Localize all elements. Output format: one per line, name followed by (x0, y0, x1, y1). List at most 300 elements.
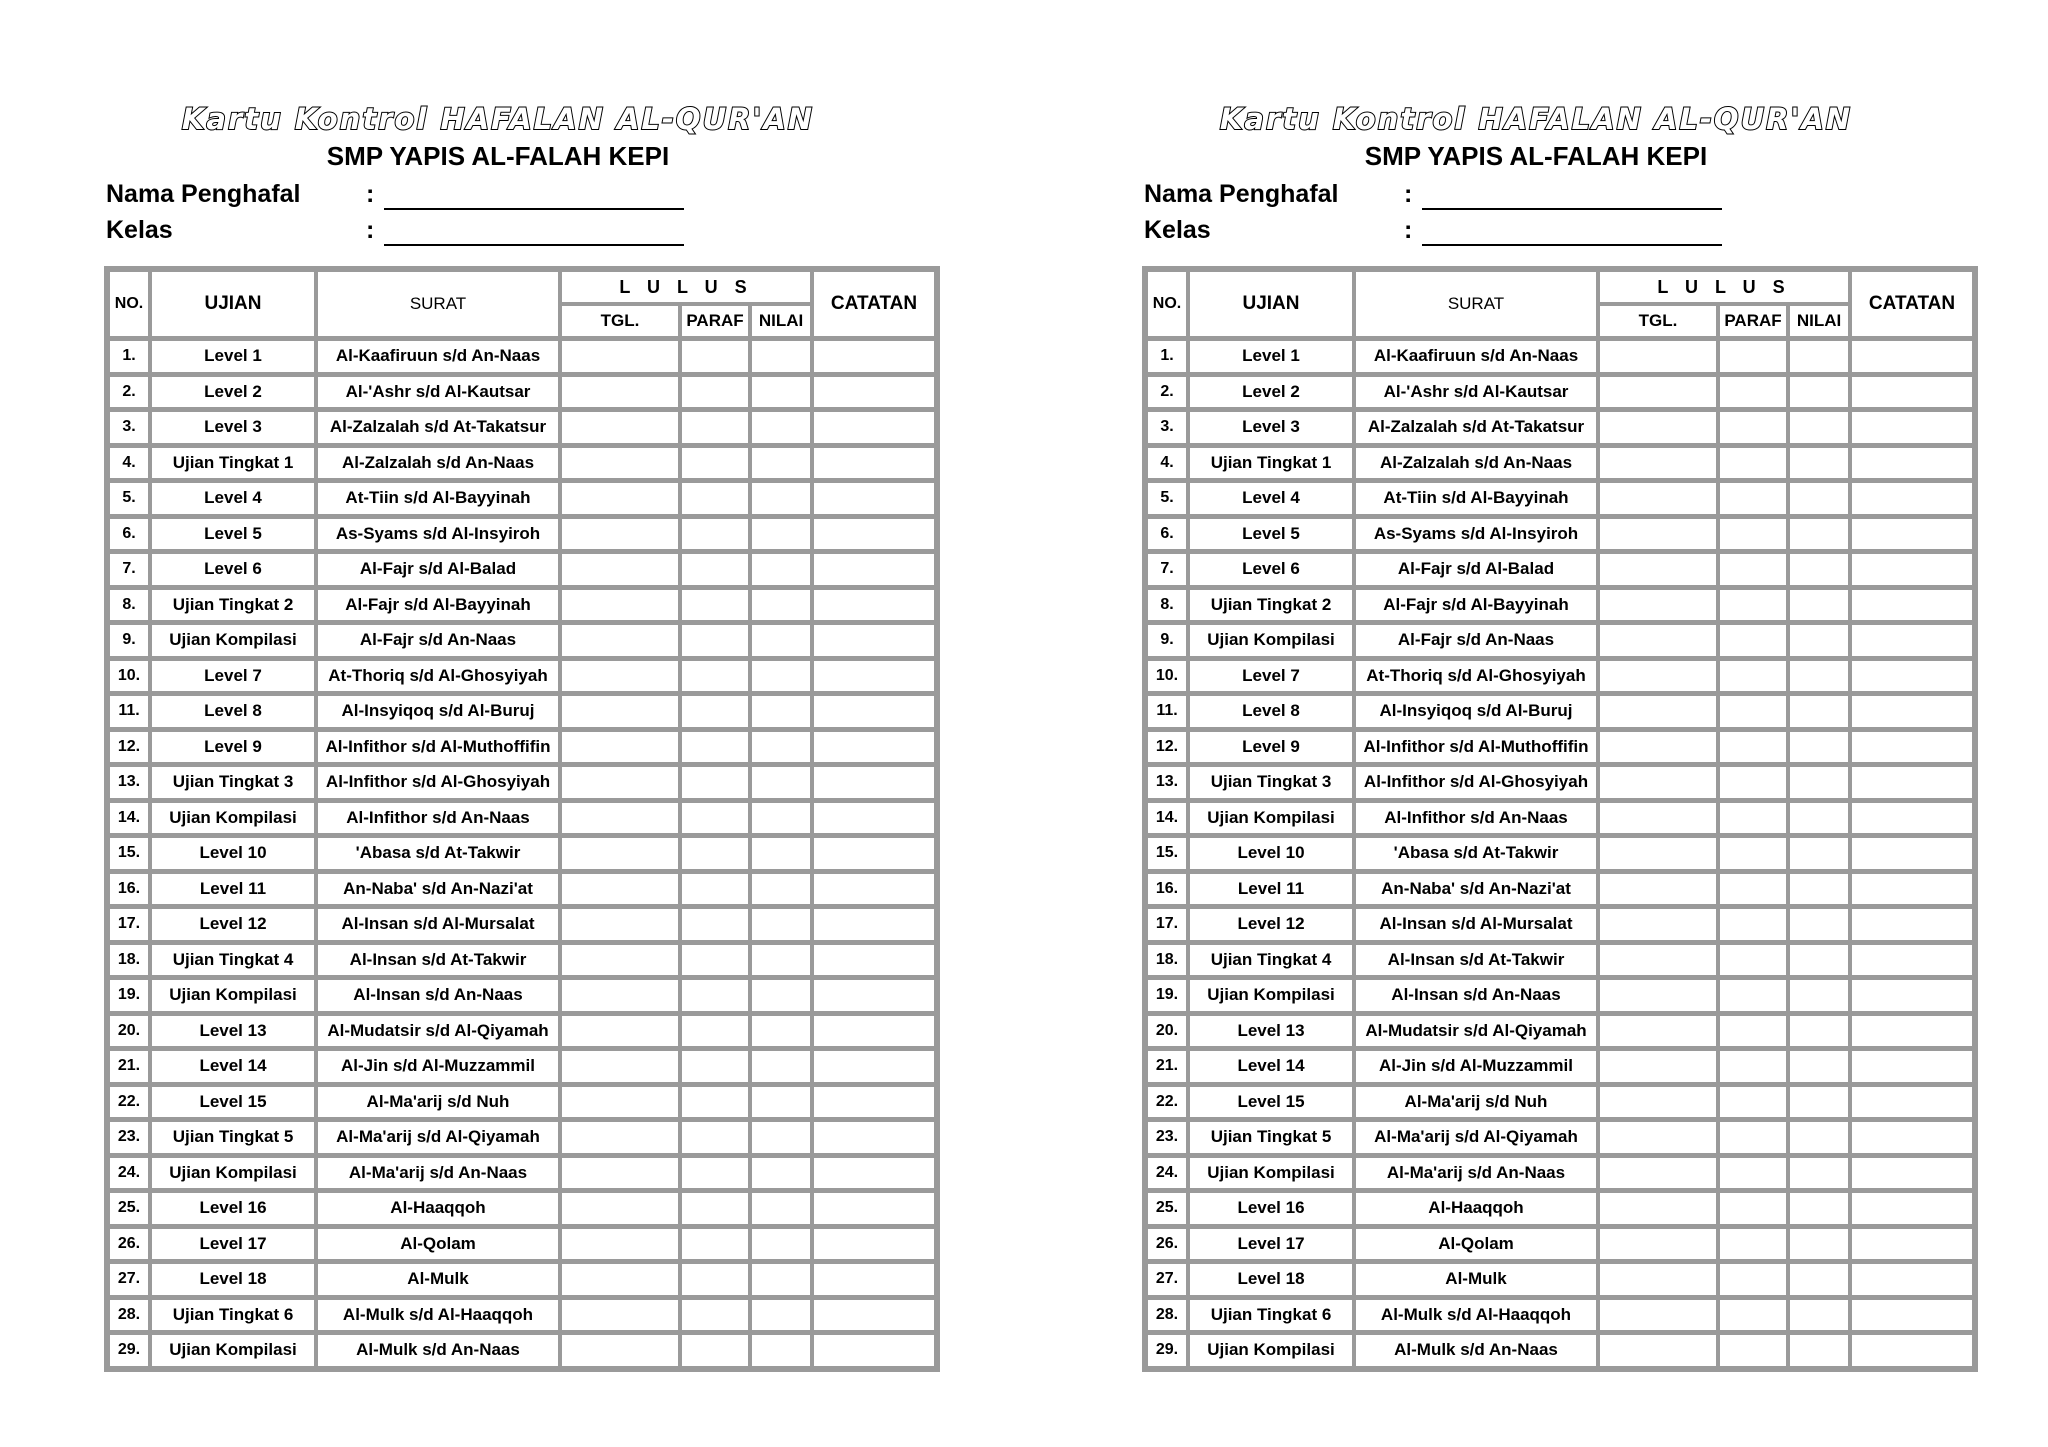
row-catatan-cell[interactable] (812, 1048, 936, 1084)
row-nilai-cell[interactable] (750, 658, 812, 694)
row-nilai-cell[interactable] (1788, 1297, 1850, 1333)
row-surat: As-Syams s/d Al-Insyiroh (1354, 516, 1598, 552)
row-paraf-cell[interactable] (680, 658, 750, 694)
row-nilai-cell[interactable] (1788, 338, 1850, 374)
row-catatan-cell[interactable] (812, 1084, 936, 1120)
row-paraf-cell[interactable] (1718, 1190, 1788, 1226)
row-surat: Al-Fajr s/d Al-Bayyinah (1354, 587, 1598, 623)
row-tgl-cell[interactable] (1598, 1190, 1718, 1226)
row-catatan-cell[interactable] (1850, 1048, 1974, 1084)
row-tgl-cell[interactable] (1598, 871, 1718, 907)
table-row (108, 587, 936, 623)
row-tgl-cell[interactable] (560, 1155, 680, 1191)
row-tgl-cell[interactable] (1598, 1084, 1718, 1120)
row-nilai-cell[interactable] (1788, 871, 1850, 907)
row-nilai-cell[interactable] (750, 729, 812, 765)
row-nilai-cell[interactable] (1788, 1332, 1850, 1368)
row-tgl-cell[interactable] (560, 551, 680, 587)
row-paraf-cell[interactable] (1718, 764, 1788, 800)
row-tgl-cell[interactable] (1598, 1119, 1718, 1155)
row-tgl-cell[interactable] (1598, 800, 1718, 836)
row-catatan-cell[interactable] (1850, 693, 1974, 729)
row-surat: Al-Fajr s/d Al-Balad (1354, 551, 1598, 587)
row-paraf-cell[interactable] (680, 1332, 750, 1368)
row-nilai-cell[interactable] (750, 835, 812, 871)
row-ujian: Level 6 (1188, 551, 1354, 587)
row-tgl-cell[interactable] (560, 942, 680, 978)
row-nilai-cell[interactable] (1788, 942, 1850, 978)
row-nilai-cell[interactable] (1788, 693, 1850, 729)
row-paraf-cell[interactable] (680, 1013, 750, 1049)
row-nilai-cell[interactable] (750, 871, 812, 907)
row-nilai-cell[interactable] (750, 1119, 812, 1155)
table-row (108, 516, 936, 552)
table-row (108, 942, 936, 978)
row-nilai-cell[interactable] (750, 516, 812, 552)
row-tgl-cell[interactable] (1598, 1332, 1718, 1368)
row-paraf-cell[interactable] (1718, 445, 1788, 481)
table-row (1146, 409, 1974, 445)
table-row (108, 445, 936, 481)
row-tgl-cell[interactable] (1598, 622, 1718, 658)
row-paraf-cell[interactable] (680, 1048, 750, 1084)
row-paraf-cell[interactable] (1718, 587, 1788, 623)
row-tgl-cell[interactable] (560, 1119, 680, 1155)
row-catatan-cell[interactable] (1850, 1261, 1974, 1297)
table-row (108, 658, 936, 694)
name-colon: : (1404, 180, 1413, 208)
row-paraf-cell[interactable] (1718, 1013, 1788, 1049)
row-catatan-cell[interactable] (1850, 1190, 1974, 1226)
row-nilai-cell[interactable] (1788, 516, 1850, 552)
row-surat: At-Thoriq s/d Al-Ghosyiyah (316, 658, 560, 694)
row-paraf-cell[interactable] (1718, 374, 1788, 410)
row-paraf-cell[interactable] (680, 1297, 750, 1333)
row-tgl-cell[interactable] (1598, 693, 1718, 729)
row-surat: Al-Insan s/d An-Naas (316, 977, 560, 1013)
row-tgl-cell[interactable] (1598, 729, 1718, 765)
row-tgl-cell[interactable] (1598, 906, 1718, 942)
row-nilai-cell[interactable] (750, 622, 812, 658)
row-nilai-cell[interactable] (1788, 1119, 1850, 1155)
row-tgl-cell[interactable] (560, 693, 680, 729)
row-tgl-cell[interactable] (560, 587, 680, 623)
row-tgl-cell[interactable] (1598, 1261, 1718, 1297)
row-catatan-cell[interactable] (812, 516, 936, 552)
name-blank-line[interactable] (384, 208, 684, 210)
row-surat: Al-Haaqqoh (1354, 1190, 1598, 1226)
row-number: 1. (108, 338, 150, 374)
row-paraf-cell[interactable] (1718, 1048, 1788, 1084)
row-nilai-cell[interactable] (750, 1190, 812, 1226)
row-surat: 'Abasa s/d At-Takwir (316, 835, 560, 871)
row-ujian: Level 1 (1188, 338, 1354, 374)
row-nilai-cell[interactable] (750, 800, 812, 836)
row-paraf-cell[interactable] (1718, 516, 1788, 552)
row-surat: Al-Fajr s/d An-Naas (1354, 622, 1598, 658)
row-nilai-cell[interactable] (1788, 587, 1850, 623)
row-tgl-cell[interactable] (1598, 587, 1718, 623)
row-surat: Al-Mulk s/d An-Naas (316, 1332, 560, 1368)
row-nilai-cell[interactable] (750, 1226, 812, 1262)
table-row (108, 1084, 936, 1120)
row-paraf-cell[interactable] (680, 587, 750, 623)
row-paraf-cell[interactable] (1718, 1297, 1788, 1333)
row-tgl-cell[interactable] (1598, 764, 1718, 800)
row-tgl-cell[interactable] (1598, 445, 1718, 481)
row-catatan-cell[interactable] (812, 1261, 936, 1297)
row-nilai-cell[interactable] (750, 1261, 812, 1297)
row-paraf-cell[interactable] (1718, 977, 1788, 1013)
row-tgl-cell[interactable] (1598, 480, 1718, 516)
row-number: 15. (108, 835, 150, 871)
row-tgl-cell[interactable] (560, 1297, 680, 1333)
row-catatan-cell[interactable] (812, 764, 936, 800)
header-lulus: L U L U S (560, 270, 812, 304)
row-tgl-cell[interactable] (560, 374, 680, 410)
row-surat: Al-Ma'arij s/d Al-Qiyamah (316, 1119, 560, 1155)
row-catatan-cell[interactable] (812, 1190, 936, 1226)
row-catatan-cell[interactable] (1850, 338, 1974, 374)
row-nilai-cell[interactable] (750, 480, 812, 516)
row-paraf-cell[interactable] (1718, 1155, 1788, 1191)
row-catatan-cell[interactable] (1850, 516, 1974, 552)
row-catatan-cell[interactable] (1850, 835, 1974, 871)
row-paraf-cell[interactable] (680, 551, 750, 587)
row-nilai-cell[interactable] (1788, 800, 1850, 836)
row-catatan-cell[interactable] (1850, 729, 1974, 765)
row-catatan-cell[interactable] (1850, 977, 1974, 1013)
row-paraf-cell[interactable] (680, 516, 750, 552)
row-tgl-cell[interactable] (560, 1190, 680, 1226)
row-nilai-cell[interactable] (1788, 906, 1850, 942)
row-ujian: Ujian Tingkat 2 (1188, 587, 1354, 623)
row-number: 12. (108, 729, 150, 765)
row-tgl-cell[interactable] (560, 622, 680, 658)
row-nilai-cell[interactable] (1788, 622, 1850, 658)
row-tgl-cell[interactable] (1598, 551, 1718, 587)
row-catatan-cell[interactable] (1850, 1226, 1974, 1262)
row-tgl-cell[interactable] (1598, 374, 1718, 410)
row-catatan-cell[interactable] (812, 551, 936, 587)
row-catatan-cell[interactable] (1850, 445, 1974, 481)
row-catatan-cell[interactable] (812, 587, 936, 623)
row-nilai-cell[interactable] (750, 1155, 812, 1191)
row-catatan-cell[interactable] (1850, 480, 1974, 516)
row-tgl-cell[interactable] (560, 1084, 680, 1120)
row-paraf-cell[interactable] (1718, 551, 1788, 587)
row-tgl-cell[interactable] (560, 906, 680, 942)
table-row (108, 1261, 936, 1297)
row-tgl-cell[interactable] (1598, 1048, 1718, 1084)
row-tgl-cell[interactable] (1598, 409, 1718, 445)
row-paraf-cell[interactable] (1718, 835, 1788, 871)
row-catatan-cell[interactable] (812, 374, 936, 410)
row-ujian: Ujian Kompilasi (1188, 977, 1354, 1013)
row-nilai-cell[interactable] (750, 338, 812, 374)
row-nilai-cell[interactable] (1788, 977, 1850, 1013)
row-tgl-cell[interactable] (1598, 658, 1718, 694)
row-catatan-cell[interactable] (1850, 658, 1974, 694)
row-catatan-cell[interactable] (812, 729, 936, 765)
row-surat: Al-Ma'arij s/d An-Naas (316, 1155, 560, 1191)
row-number: 18. (108, 942, 150, 978)
row-tgl-cell[interactable] (560, 800, 680, 836)
row-ujian: Ujian Tingkat 2 (150, 587, 316, 623)
name-blank-line[interactable] (1422, 208, 1722, 210)
row-paraf-cell[interactable] (1718, 480, 1788, 516)
row-catatan-cell[interactable] (1850, 871, 1974, 907)
row-catatan-cell[interactable] (1850, 1297, 1974, 1333)
row-number: 13. (1146, 764, 1188, 800)
row-number: 8. (1146, 587, 1188, 623)
table-row (1146, 658, 1974, 694)
row-ujian: Level 11 (1188, 871, 1354, 907)
row-catatan-cell[interactable] (1850, 764, 1974, 800)
row-paraf-cell[interactable] (680, 1226, 750, 1262)
row-nilai-cell[interactable] (1788, 1013, 1850, 1049)
row-paraf-cell[interactable] (1718, 1226, 1788, 1262)
row-catatan-cell[interactable] (812, 338, 936, 374)
row-paraf-cell[interactable] (1718, 1084, 1788, 1120)
row-catatan-cell[interactable] (812, 800, 936, 836)
row-nilai-cell[interactable] (750, 764, 812, 800)
row-ujian: Ujian Tingkat 3 (150, 764, 316, 800)
row-nilai-cell[interactable] (750, 1297, 812, 1333)
row-nilai-cell[interactable] (1788, 1048, 1850, 1084)
row-catatan-cell[interactable] (812, 1297, 936, 1333)
row-nilai-cell[interactable] (1788, 480, 1850, 516)
table-row (108, 1226, 936, 1262)
row-catatan-cell[interactable] (812, 906, 936, 942)
row-paraf-cell[interactable] (1718, 1261, 1788, 1297)
table-row (1146, 338, 1974, 374)
row-paraf-cell[interactable] (680, 942, 750, 978)
row-paraf-cell[interactable] (1718, 942, 1788, 978)
row-catatan-cell[interactable] (812, 1155, 936, 1191)
row-tgl-cell[interactable] (1598, 835, 1718, 871)
row-paraf-cell[interactable] (1718, 1332, 1788, 1368)
row-tgl-cell[interactable] (1598, 977, 1718, 1013)
row-catatan-cell[interactable] (812, 693, 936, 729)
row-paraf-cell[interactable] (1718, 622, 1788, 658)
row-nilai-cell[interactable] (750, 587, 812, 623)
row-nilai-cell[interactable] (750, 1013, 812, 1049)
row-catatan-cell[interactable] (1850, 587, 1974, 623)
row-tgl-cell[interactable] (1598, 516, 1718, 552)
row-tgl-cell[interactable] (560, 409, 680, 445)
row-surat: Al-Mudatsir s/d Al-Qiyamah (1354, 1013, 1598, 1049)
row-paraf-cell[interactable] (680, 1119, 750, 1155)
row-paraf-cell[interactable] (680, 1190, 750, 1226)
row-number: 2. (1146, 374, 1188, 410)
row-tgl-cell[interactable] (560, 1226, 680, 1262)
row-paraf-cell[interactable] (680, 729, 750, 765)
row-tgl-cell[interactable] (1598, 1155, 1718, 1191)
row-nilai-cell[interactable] (1788, 445, 1850, 481)
row-nilai-cell[interactable] (750, 1048, 812, 1084)
row-paraf-cell[interactable] (680, 1084, 750, 1120)
row-surat: Al-Ma'arij s/d Nuh (1354, 1084, 1598, 1120)
class-blank-line[interactable] (1422, 244, 1722, 246)
row-nilai-cell[interactable] (1788, 1190, 1850, 1226)
row-tgl-cell[interactable] (560, 445, 680, 481)
row-surat: Al-Infithor s/d Al-Ghosyiyah (316, 764, 560, 800)
row-catatan-cell[interactable] (812, 977, 936, 1013)
row-surat: 'Abasa s/d At-Takwir (1354, 835, 1598, 871)
row-catatan-cell[interactable] (812, 1013, 936, 1049)
row-nilai-cell[interactable] (1788, 1261, 1850, 1297)
row-ujian: Level 18 (1188, 1261, 1354, 1297)
row-tgl-cell[interactable] (560, 764, 680, 800)
row-tgl-cell[interactable] (1598, 1226, 1718, 1262)
row-paraf-cell[interactable] (680, 480, 750, 516)
row-paraf-cell[interactable] (680, 835, 750, 871)
row-catatan-cell[interactable] (1850, 551, 1974, 587)
row-nilai-cell[interactable] (1788, 835, 1850, 871)
row-nilai-cell[interactable] (1788, 1084, 1850, 1120)
row-nilai-cell[interactable] (1788, 409, 1850, 445)
row-number: 24. (1146, 1155, 1188, 1191)
row-tgl-cell[interactable] (560, 338, 680, 374)
row-catatan-cell[interactable] (812, 871, 936, 907)
row-catatan-cell[interactable] (812, 1332, 936, 1368)
row-catatan-cell[interactable] (1850, 906, 1974, 942)
row-catatan-cell[interactable] (1850, 374, 1974, 410)
row-catatan-cell[interactable] (812, 480, 936, 516)
row-catatan-cell[interactable] (812, 835, 936, 871)
row-paraf-cell[interactable] (1718, 906, 1788, 942)
name-field (104, 176, 932, 212)
row-paraf-cell[interactable] (680, 693, 750, 729)
row-catatan-cell[interactable] (812, 409, 936, 445)
row-tgl-cell[interactable] (1598, 1013, 1718, 1049)
row-paraf-cell[interactable] (1718, 658, 1788, 694)
row-nilai-cell[interactable] (750, 942, 812, 978)
row-catatan-cell[interactable] (812, 658, 936, 694)
row-paraf-cell[interactable] (1718, 800, 1788, 836)
row-tgl-cell[interactable] (560, 1013, 680, 1049)
row-tgl-cell[interactable] (1598, 942, 1718, 978)
row-ujian: Level 7 (150, 658, 316, 694)
row-surat: Al-Mulk (1354, 1261, 1598, 1297)
row-paraf-cell[interactable] (680, 338, 750, 374)
row-tgl-cell[interactable] (560, 1261, 680, 1297)
row-catatan-cell[interactable] (1850, 409, 1974, 445)
header-lulus: L U L U S (1598, 270, 1850, 304)
row-paraf-cell[interactable] (680, 800, 750, 836)
table-row (108, 1155, 936, 1191)
row-surat: Al-Fajr s/d Al-Balad (316, 551, 560, 587)
row-paraf-cell[interactable] (680, 906, 750, 942)
row-tgl-cell[interactable] (1598, 1297, 1718, 1333)
table-row (108, 374, 936, 410)
row-catatan-cell[interactable] (1850, 1332, 1974, 1368)
row-tgl-cell[interactable] (1598, 338, 1718, 374)
row-catatan-cell[interactable] (812, 942, 936, 978)
row-paraf-cell[interactable] (1718, 409, 1788, 445)
row-paraf-cell[interactable] (680, 871, 750, 907)
row-catatan-cell[interactable] (812, 1226, 936, 1262)
row-catatan-cell[interactable] (1850, 1119, 1974, 1155)
row-paraf-cell[interactable] (680, 374, 750, 410)
row-tgl-cell[interactable] (560, 977, 680, 1013)
row-paraf-cell[interactable] (680, 409, 750, 445)
row-nilai-cell[interactable] (750, 1084, 812, 1120)
row-paraf-cell[interactable] (680, 445, 750, 481)
row-paraf-cell[interactable] (680, 977, 750, 1013)
row-nilai-cell[interactable] (1788, 1155, 1850, 1191)
row-paraf-cell[interactable] (680, 764, 750, 800)
row-paraf-cell[interactable] (1718, 729, 1788, 765)
row-tgl-cell[interactable] (560, 1048, 680, 1084)
row-ujian: Level 17 (150, 1226, 316, 1262)
row-catatan-cell[interactable] (1850, 942, 1974, 978)
row-catatan-cell[interactable] (812, 445, 936, 481)
row-nilai-cell[interactable] (1788, 729, 1850, 765)
row-nilai-cell[interactable] (1788, 551, 1850, 587)
row-paraf-cell[interactable] (680, 1261, 750, 1297)
row-tgl-cell[interactable] (560, 729, 680, 765)
row-tgl-cell[interactable] (560, 658, 680, 694)
row-nilai-cell[interactable] (1788, 374, 1850, 410)
row-ujian: Ujian Tingkat 3 (1188, 764, 1354, 800)
row-tgl-cell[interactable] (560, 516, 680, 552)
row-catatan-cell[interactable] (1850, 1084, 1974, 1120)
row-nilai-cell[interactable] (750, 409, 812, 445)
row-catatan-cell[interactable] (1850, 1013, 1974, 1049)
row-paraf-cell[interactable] (1718, 1119, 1788, 1155)
row-tgl-cell[interactable] (560, 1332, 680, 1368)
class-blank-line[interactable] (384, 244, 684, 246)
table-row (1146, 587, 1974, 623)
row-nilai-cell[interactable] (1788, 1226, 1850, 1262)
row-nilai-cell[interactable] (750, 374, 812, 410)
table-row (108, 409, 936, 445)
row-nilai-cell[interactable] (750, 551, 812, 587)
row-tgl-cell[interactable] (560, 835, 680, 871)
row-nilai-cell[interactable] (1788, 764, 1850, 800)
row-paraf-cell[interactable] (1718, 871, 1788, 907)
row-catatan-cell[interactable] (1850, 1155, 1974, 1191)
row-nilai-cell[interactable] (1788, 658, 1850, 694)
student-fields (104, 176, 932, 248)
row-number: 29. (1146, 1332, 1188, 1368)
row-catatan-cell[interactable] (1850, 622, 1974, 658)
row-paraf-cell[interactable] (680, 1155, 750, 1191)
row-nilai-cell[interactable] (750, 1332, 812, 1368)
row-number: 20. (1146, 1013, 1188, 1049)
row-number: 22. (108, 1084, 150, 1120)
header-tgl: TGL. (1598, 304, 1718, 338)
row-tgl-cell[interactable] (560, 871, 680, 907)
row-nilai-cell[interactable] (750, 445, 812, 481)
row-nilai-cell[interactable] (750, 693, 812, 729)
row-ujian: Level 2 (1188, 374, 1354, 410)
row-number: 3. (1146, 409, 1188, 445)
row-paraf-cell[interactable] (680, 622, 750, 658)
row-catatan-cell[interactable] (812, 622, 936, 658)
row-tgl-cell[interactable] (560, 480, 680, 516)
row-nilai-cell[interactable] (750, 977, 812, 1013)
row-nilai-cell[interactable] (750, 906, 812, 942)
row-ujian: Level 6 (150, 551, 316, 587)
table-row (1146, 1332, 1974, 1368)
row-catatan-cell[interactable] (812, 1119, 936, 1155)
row-catatan-cell[interactable] (1850, 800, 1974, 836)
row-paraf-cell[interactable] (1718, 338, 1788, 374)
row-paraf-cell[interactable] (1718, 693, 1788, 729)
